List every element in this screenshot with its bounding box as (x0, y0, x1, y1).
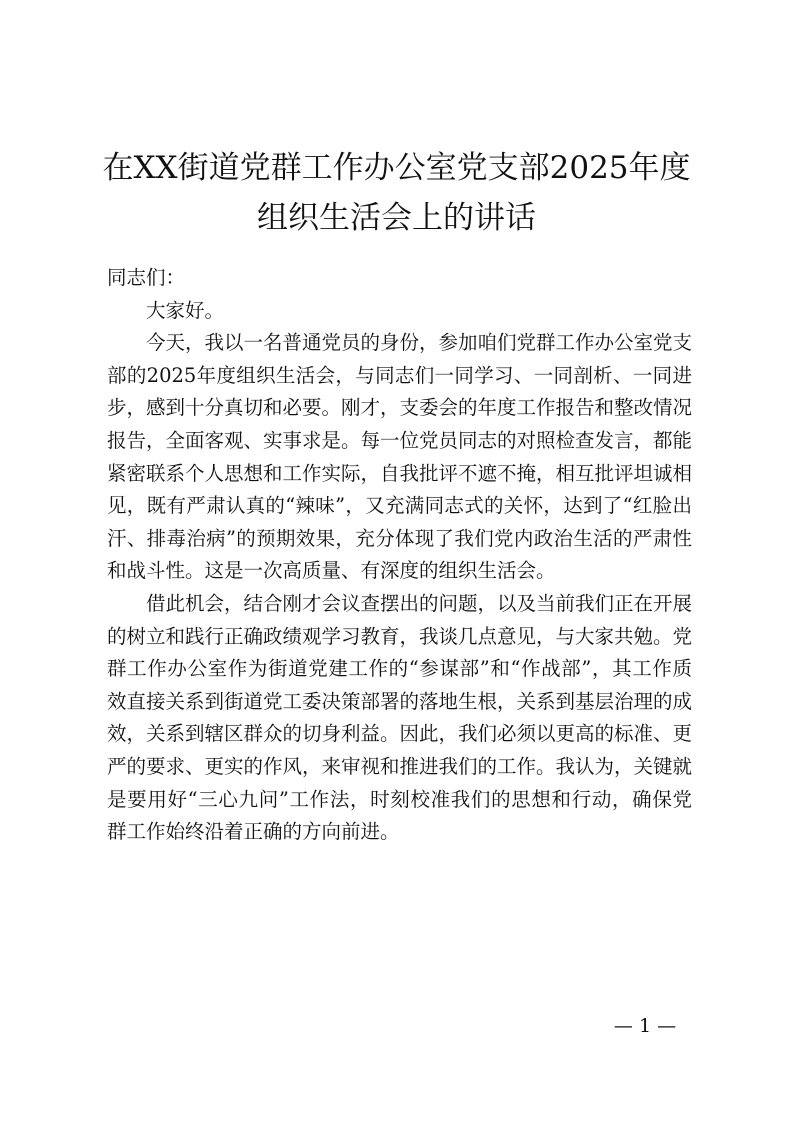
paragraph-opinion: 借此机会，结合刚才会议查摆出的问题，以及当前我们正在开展的树立和践行正确政绩观学习教育，我谈几点意见，与大家共勉。党群工作办公室作为街道党建工作的“参谋部”和“作战部”，其工作质效直接关系到街道党工委决策部署的落地生根，关系到基层治理的成效，关系到辖区群众的切身利益。因此，我们必须以更高的标准、更严的要求、更实的作风，来审视和推进我们的工作。我认为，关键就是要用好“三心九问”工作法，时刻校准我们的思想和行动，确保党群工作始终沿着正确的方向前进。 (107, 591, 693, 844)
document-title-line-1: 在XX街道党群工作办公室党支部2025年度 (102, 150, 691, 186)
document-title-line-2: 组织生活会上的讲话 (257, 200, 536, 236)
paragraph-opening: 今天，我以一名普通党员的身份，参加咱们党群工作办公室党支部的2025年度组织生活会，与同志们一同学习、一同剖析、一同进步，感到十分真切和必要。刚才，支委会的年度工作报告和整改情况报告，全面客观、实事求是。每一位党员同志的对照检查发言，都能紧密联系个人思想和工作实际，自我批评不遮不掩，相互批评坦诚相见，既有严肃认真的“辣味”，又充满同志式的关怀，达到了“红脸出汗、排毒治病”的预期效果，充分体现了我们党内政治生活的严肃性和战斗性。这是一次高质量、有深度的组织生活会。 (107, 331, 693, 583)
salutation: 同志们： (107, 266, 186, 289)
document-body (107, 262, 692, 849)
page-number: — 1 — (613, 1015, 677, 1037)
paragraph-greeting: 大家好。 (146, 298, 225, 322)
